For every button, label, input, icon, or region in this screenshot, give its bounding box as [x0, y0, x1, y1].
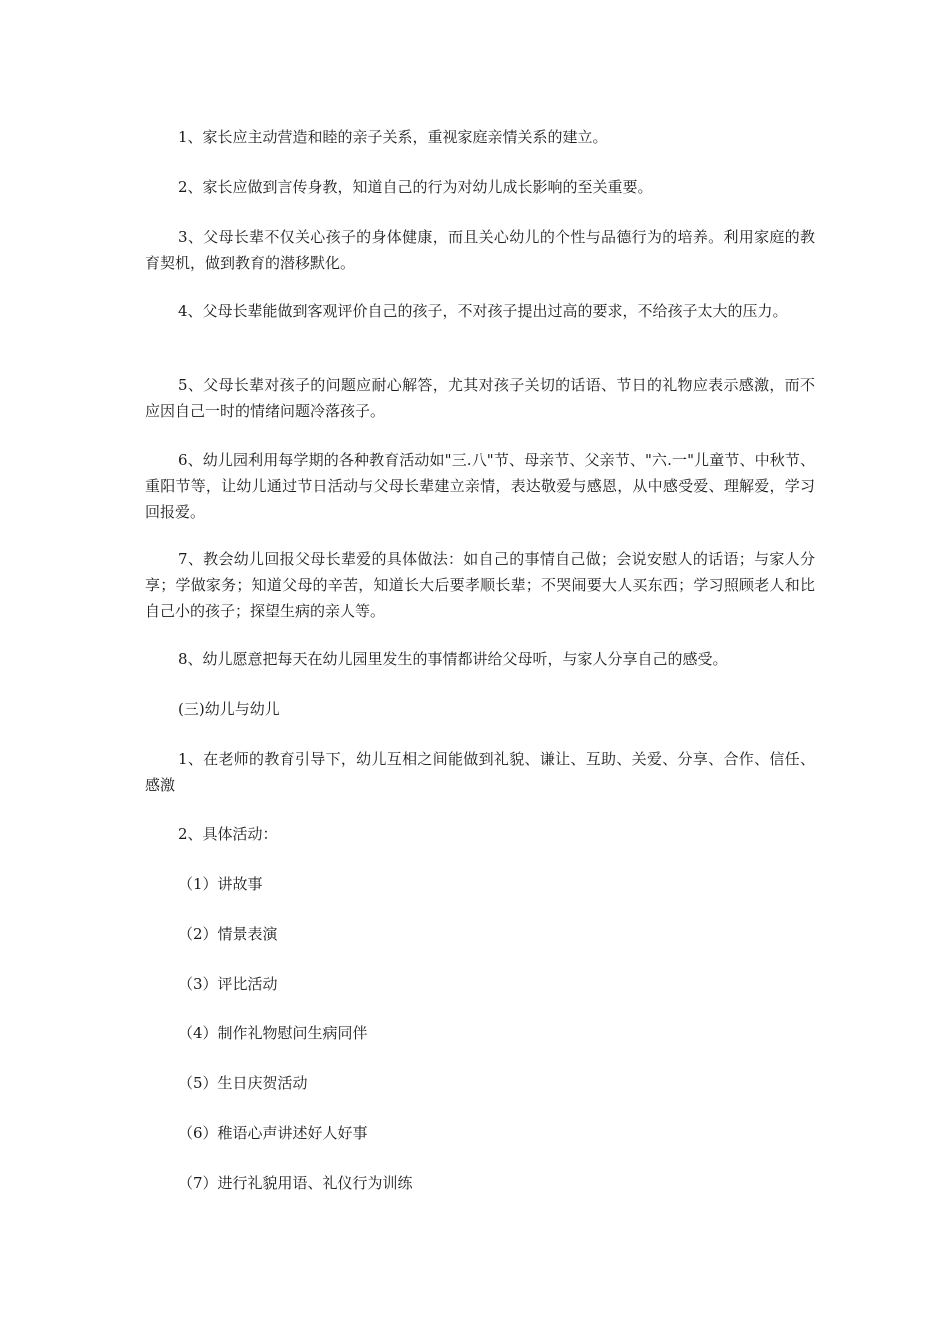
list-item-2: （2）情景表演: [178, 925, 278, 943]
paragraph-9: 1、在老师的教育引导下，幼儿互相之间能做到礼貌、谦让、互助、关爱、分享、合作、信任、感激: [145, 750, 815, 794]
list-item-1: （1）讲故事: [178, 875, 263, 893]
paragraph-3: 3、父母长辈不仅关心孩子的身体健康，而且关心幼儿的个性与品德行为的培养。利用家庭的教育契机，做到教育的潜移默化。: [145, 228, 815, 272]
list-item-4: （4）制作礼物慰问生病同伴: [178, 1024, 368, 1042]
paragraph-8: 8、幼儿愿意把每天在幼儿园里发生的事情都讲给父母听，与家人分享自己的感受。: [178, 650, 728, 668]
list-item-7: （7）进行礼貌用语、礼仪行为训练: [178, 1174, 413, 1192]
paragraph-5: 5、父母长辈对孩子的问题应耐心解答，尤其对孩子关切的话语、节日的礼物应表示感激，而不应因自己一时的情绪问题冷落孩子。: [145, 376, 815, 420]
paragraph-7: 7、教会幼儿回报父母长辈爱的具体做法：如自己的事情自己做；会说安慰人的话语；与家人分享；学做家务；知道父母的辛苦，知道长大后要孝顺长辈；不哭闹要大人买东西；学习照顾老人和比自己小的孩子；探望生病的亲人等。: [145, 550, 815, 620]
paragraph-4: 4、父母长辈能做到客观评价自己的孩子，不对孩子提出过高的要求，不给孩子太大的压力。: [178, 302, 788, 320]
paragraph-10: 2、具体活动：: [178, 825, 278, 843]
paragraph-6: 6、幼儿园利用每学期的各种教育活动如"三.八"节、母亲节、父亲节、"六.一"儿童节、中秋节、重阳节等，让幼儿通过节日活动与父母长辈建立亲情，表达敬爱与感恩，从中感受爱、理解爱，学习回报爱。: [145, 451, 815, 521]
paragraph-1: 1、家长应主动营造和睦的亲子关系，重视家庭亲情关系的建立。: [178, 128, 608, 146]
paragraph-2: 2、家长应做到言传身教，知道自己的行为对幼儿成长影响的至关重要。: [178, 178, 653, 196]
list-item-3: （3）评比活动: [178, 975, 278, 993]
list-item-6: （6）稚语心声讲述好人好事: [178, 1124, 368, 1142]
list-item-5: （5）生日庆贺活动: [178, 1074, 308, 1092]
section-heading-3: (三)幼儿与幼儿: [178, 700, 280, 718]
